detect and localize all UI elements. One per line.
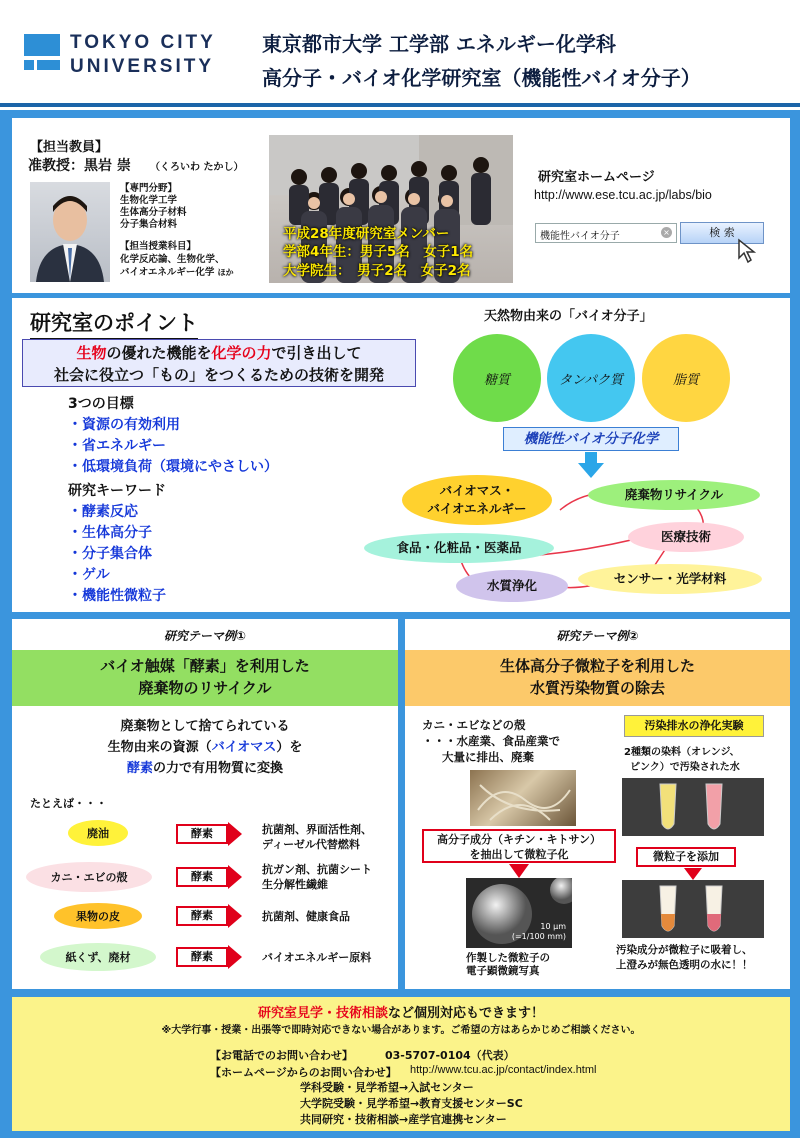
dye-line2: ピンク）で汚染された水: [630, 762, 740, 773]
sem-scale: [512, 922, 566, 942]
tubes-after-photo: [622, 880, 764, 938]
slogan-bio: 生物: [76, 344, 107, 362]
sem-caption: [466, 952, 550, 978]
slogan-text-b: で引き出して: [271, 344, 362, 362]
sem-scale-line2: (=1/100 mm): [511, 932, 566, 941]
app-biomass-line2: バイオエネルギー: [427, 501, 527, 516]
keyword-item: ・機能性微粒子: [68, 588, 166, 604]
slogan-text-a: の優れた機能を: [106, 344, 212, 362]
app-water: 水質浄化: [456, 570, 568, 602]
search-input[interactable]: [535, 223, 677, 243]
group-caption-line3: 大学院生： 男子2名 女子2名: [283, 263, 471, 279]
enzyme-arrow-label: 酵素: [176, 947, 228, 967]
theme1-desc-enzyme: 酵素: [126, 761, 153, 776]
app-sensor: センサー・光学材料: [578, 564, 762, 594]
goals-block: [68, 394, 278, 607]
web-url[interactable]: http://www.tcu.ac.jp/contact/index.html: [410, 1064, 597, 1076]
molecule-protein: タンパク質: [547, 334, 635, 422]
tubes-before-photo: [622, 778, 764, 836]
sem-photo: [466, 878, 572, 948]
keyword-item: ・酵素反応: [68, 504, 138, 520]
header-title-line2: 高分子・バイオ化学研究室（機能性バイオ分子）: [262, 66, 701, 90]
theme1-title-line1: バイオ触媒「酵素」を利用した: [100, 657, 310, 675]
goal-item: ・資源の有効利用: [68, 417, 180, 433]
dye-line1: 2種類の染料（オレンジ、: [624, 747, 740, 758]
route-item: 共同研究・技術相談→産学官連携センター: [300, 1113, 507, 1126]
theme1-desc-a: 生物由来の資源（: [107, 740, 212, 755]
shell-description: [422, 717, 560, 765]
product-row3: 抗菌剤、健康食品: [262, 910, 350, 923]
theme1-title-line2: 廃棄物のリサイクル: [138, 679, 272, 697]
group-caption-line2: 学部4年生：男子5名 女子1名: [283, 244, 474, 260]
theme1-desc-line1: 廃棄物として捨てられている: [120, 719, 290, 734]
phone-label: 【お電話でのお問い合わせ】: [210, 1049, 353, 1062]
slogan-box: [22, 339, 416, 387]
shell-photo: [470, 770, 576, 826]
theme1-desc-biomass: バイオマス: [211, 740, 277, 755]
product-row4: バイオエネルギー原料: [262, 951, 372, 964]
source-waste-oil: 廃油: [68, 820, 128, 846]
app-recycle: 廃棄物リサイクル: [588, 480, 760, 510]
contact-note: ※大学行事・授業・出張等で即時対応できない場合があります。ご希望の方はあらかじめご相談ください。: [161, 1025, 641, 1036]
down-arrow-icon: [578, 452, 604, 478]
source-shell: カニ・エビの殻: [26, 862, 152, 892]
faculty-label: 【担当教員】: [30, 140, 109, 155]
shell-line3: 大量に排出、廃棄: [442, 750, 534, 764]
header: [0, 0, 800, 105]
clear-icon[interactable]: ×: [661, 227, 672, 238]
sem-caption-line2: 電子顕微鏡写真: [466, 965, 540, 977]
app-medical: 医療技術: [628, 522, 744, 552]
homepage-url[interactable]: http://www.ese.tcu.ac.jp/labs/bio: [534, 188, 712, 202]
phone-number[interactable]: 03-5707-0104（代表）: [385, 1049, 515, 1062]
extract-line2: を抽出して微粒子化: [469, 848, 569, 861]
courses-line1: 化学反応論、生物化学、: [120, 254, 225, 265]
add-particles-box: 微粒子を添加: [636, 847, 736, 867]
logo-text-line2: UNIVERSITY: [70, 56, 215, 77]
keyword-item: ・ゲル: [68, 567, 110, 583]
product-row2: [262, 862, 372, 892]
app-food: 食品・化粧品・医薬品: [364, 533, 554, 563]
header-title-line1: 東京都市大学 工学部 エネルギー化学科: [262, 32, 616, 56]
shell-line1: カニ・エビなどの殻: [422, 718, 526, 732]
keyword-item: ・生体高分子: [68, 525, 152, 541]
keywords-title: 研究キーワード: [68, 483, 166, 499]
app-biomass-line1: バイオマス・: [439, 483, 515, 498]
example-label: たとえば・・・: [30, 797, 107, 810]
enzyme-arrow-label: 酵素: [176, 906, 228, 926]
theme2-title-line2: 水質汚染物質の除去: [529, 679, 665, 697]
sem-scale-line1: 10 μm: [540, 922, 566, 931]
experiment-title: 汚染排水の浄化実験: [624, 715, 764, 737]
product-row1: [262, 822, 372, 852]
theme1-desc-c: ）を: [276, 740, 303, 755]
specialty-item: 分子集合材料: [120, 219, 178, 230]
product-line: ディーゼル代替燃料: [262, 838, 360, 851]
points-title: 研究室のポイント: [30, 307, 198, 340]
enzyme-arrow-label: 酵素: [176, 824, 228, 844]
theme1-label: 研究テーマ例①: [163, 629, 247, 643]
logo-text-line1: TOKYO CITY: [70, 32, 216, 53]
enzyme-arrow-head-icon: [228, 822, 242, 846]
professor-photo: [30, 182, 110, 282]
courses-line2: バイオエネルギー化学: [120, 267, 215, 278]
keyword-item: ・分子集合体: [68, 546, 152, 562]
goals-title: 3つの目標: [68, 396, 134, 412]
enzyme-arrow-label: 酵素: [176, 867, 228, 887]
courses-suffix: ほか: [217, 268, 234, 277]
source-paper-waste: 紙くず、廃材: [40, 943, 156, 971]
down-arrow-icon: [684, 868, 702, 880]
enzyme-arrow-head-icon: [228, 865, 242, 889]
diagram-title: 天然物由来の「バイオ分子」: [484, 309, 653, 324]
theme2-title: [405, 650, 790, 706]
search-button[interactable]: 検 索: [680, 222, 764, 244]
theme1-title: [12, 650, 398, 706]
contact-headline-rest: など個別対応もできます！: [388, 1006, 545, 1021]
faculty-reading: （くろいわ たかし）: [150, 162, 244, 173]
theme2-title-line1: 生体高分子微粒子を利用した: [499, 657, 695, 675]
enzyme-arrow-head-icon: [228, 945, 242, 969]
specialty-item: 生体高分子材料: [120, 207, 187, 218]
center-concept: 機能性バイオ分子化学: [503, 427, 679, 451]
product-line: 生分解性繊維: [262, 878, 328, 891]
specialty-label: 【専門分野】: [120, 183, 178, 194]
search-input-value: 機能性バイオ分子: [540, 231, 620, 242]
courses-block: [120, 240, 234, 279]
homepage-label: 研究室ホームページ: [538, 170, 655, 185]
courses-label: 【担当授業科目】: [120, 241, 197, 252]
theme1-description: [12, 716, 398, 779]
molecule-lipid: 脂質: [642, 334, 730, 422]
group-caption-line1: 平成28年度研究室メンバー: [283, 226, 450, 242]
contact-routes: [300, 1080, 523, 1128]
molecule-sugar: 糖質: [453, 334, 541, 422]
source-fruit-peel: 果物の皮: [54, 903, 142, 929]
university-logo-icon: [24, 34, 60, 70]
faculty-name: 准教授：黒岩 崇: [28, 158, 131, 174]
product-line: 抗菌剤、界面活性剤、: [262, 823, 372, 836]
goal-item: ・低環境負荷（環境にやさしい）: [68, 459, 278, 475]
extract-line1: 高分子成分（キチン・キトサン）: [437, 833, 601, 846]
contact-headline: [12, 1002, 790, 1021]
down-arrow-icon: [509, 864, 529, 878]
route-item: 大学院受験・見学希望→教育支援センターSC: [300, 1097, 523, 1110]
enzyme-arrow-head-icon: [228, 904, 242, 928]
result-line2: 上澄みが無色透明の水に！！: [616, 959, 753, 971]
slogan-line2: 社会に役立つ「もの」をつくるための技術を開発: [53, 366, 384, 384]
contact-headline-red: 研究室見学・技術相談: [257, 1006, 388, 1021]
app-biomass: [402, 475, 552, 525]
route-item: 学科受験・見学希望→入試センター: [300, 1081, 474, 1094]
sem-caption-line1: 作製した微粒子の: [466, 952, 550, 964]
product-line: 抗ガン剤、抗菌シート: [262, 863, 372, 876]
specialty-block: [120, 183, 187, 231]
cursor-arrow-icon: [737, 238, 759, 264]
header-divider: [0, 103, 800, 107]
result-description: [616, 943, 753, 973]
web-label: 【ホームページからのお問い合わせ】: [210, 1066, 397, 1079]
theme1-desc-d: の力で有用物質に変換: [153, 761, 284, 776]
extract-box: [422, 829, 616, 863]
theme2-label: 研究テーマ例②: [556, 629, 639, 643]
specialty-item: 生物化学工学: [120, 195, 178, 206]
slogan-chem: 化学の力: [211, 344, 272, 362]
result-line1: 汚染成分が微粒子に吸着し、: [616, 944, 753, 956]
goal-item: ・省エネルギー: [68, 438, 166, 454]
shell-line2: ・・・水産業、食品産業で: [422, 734, 560, 748]
dye-description: [624, 745, 740, 775]
